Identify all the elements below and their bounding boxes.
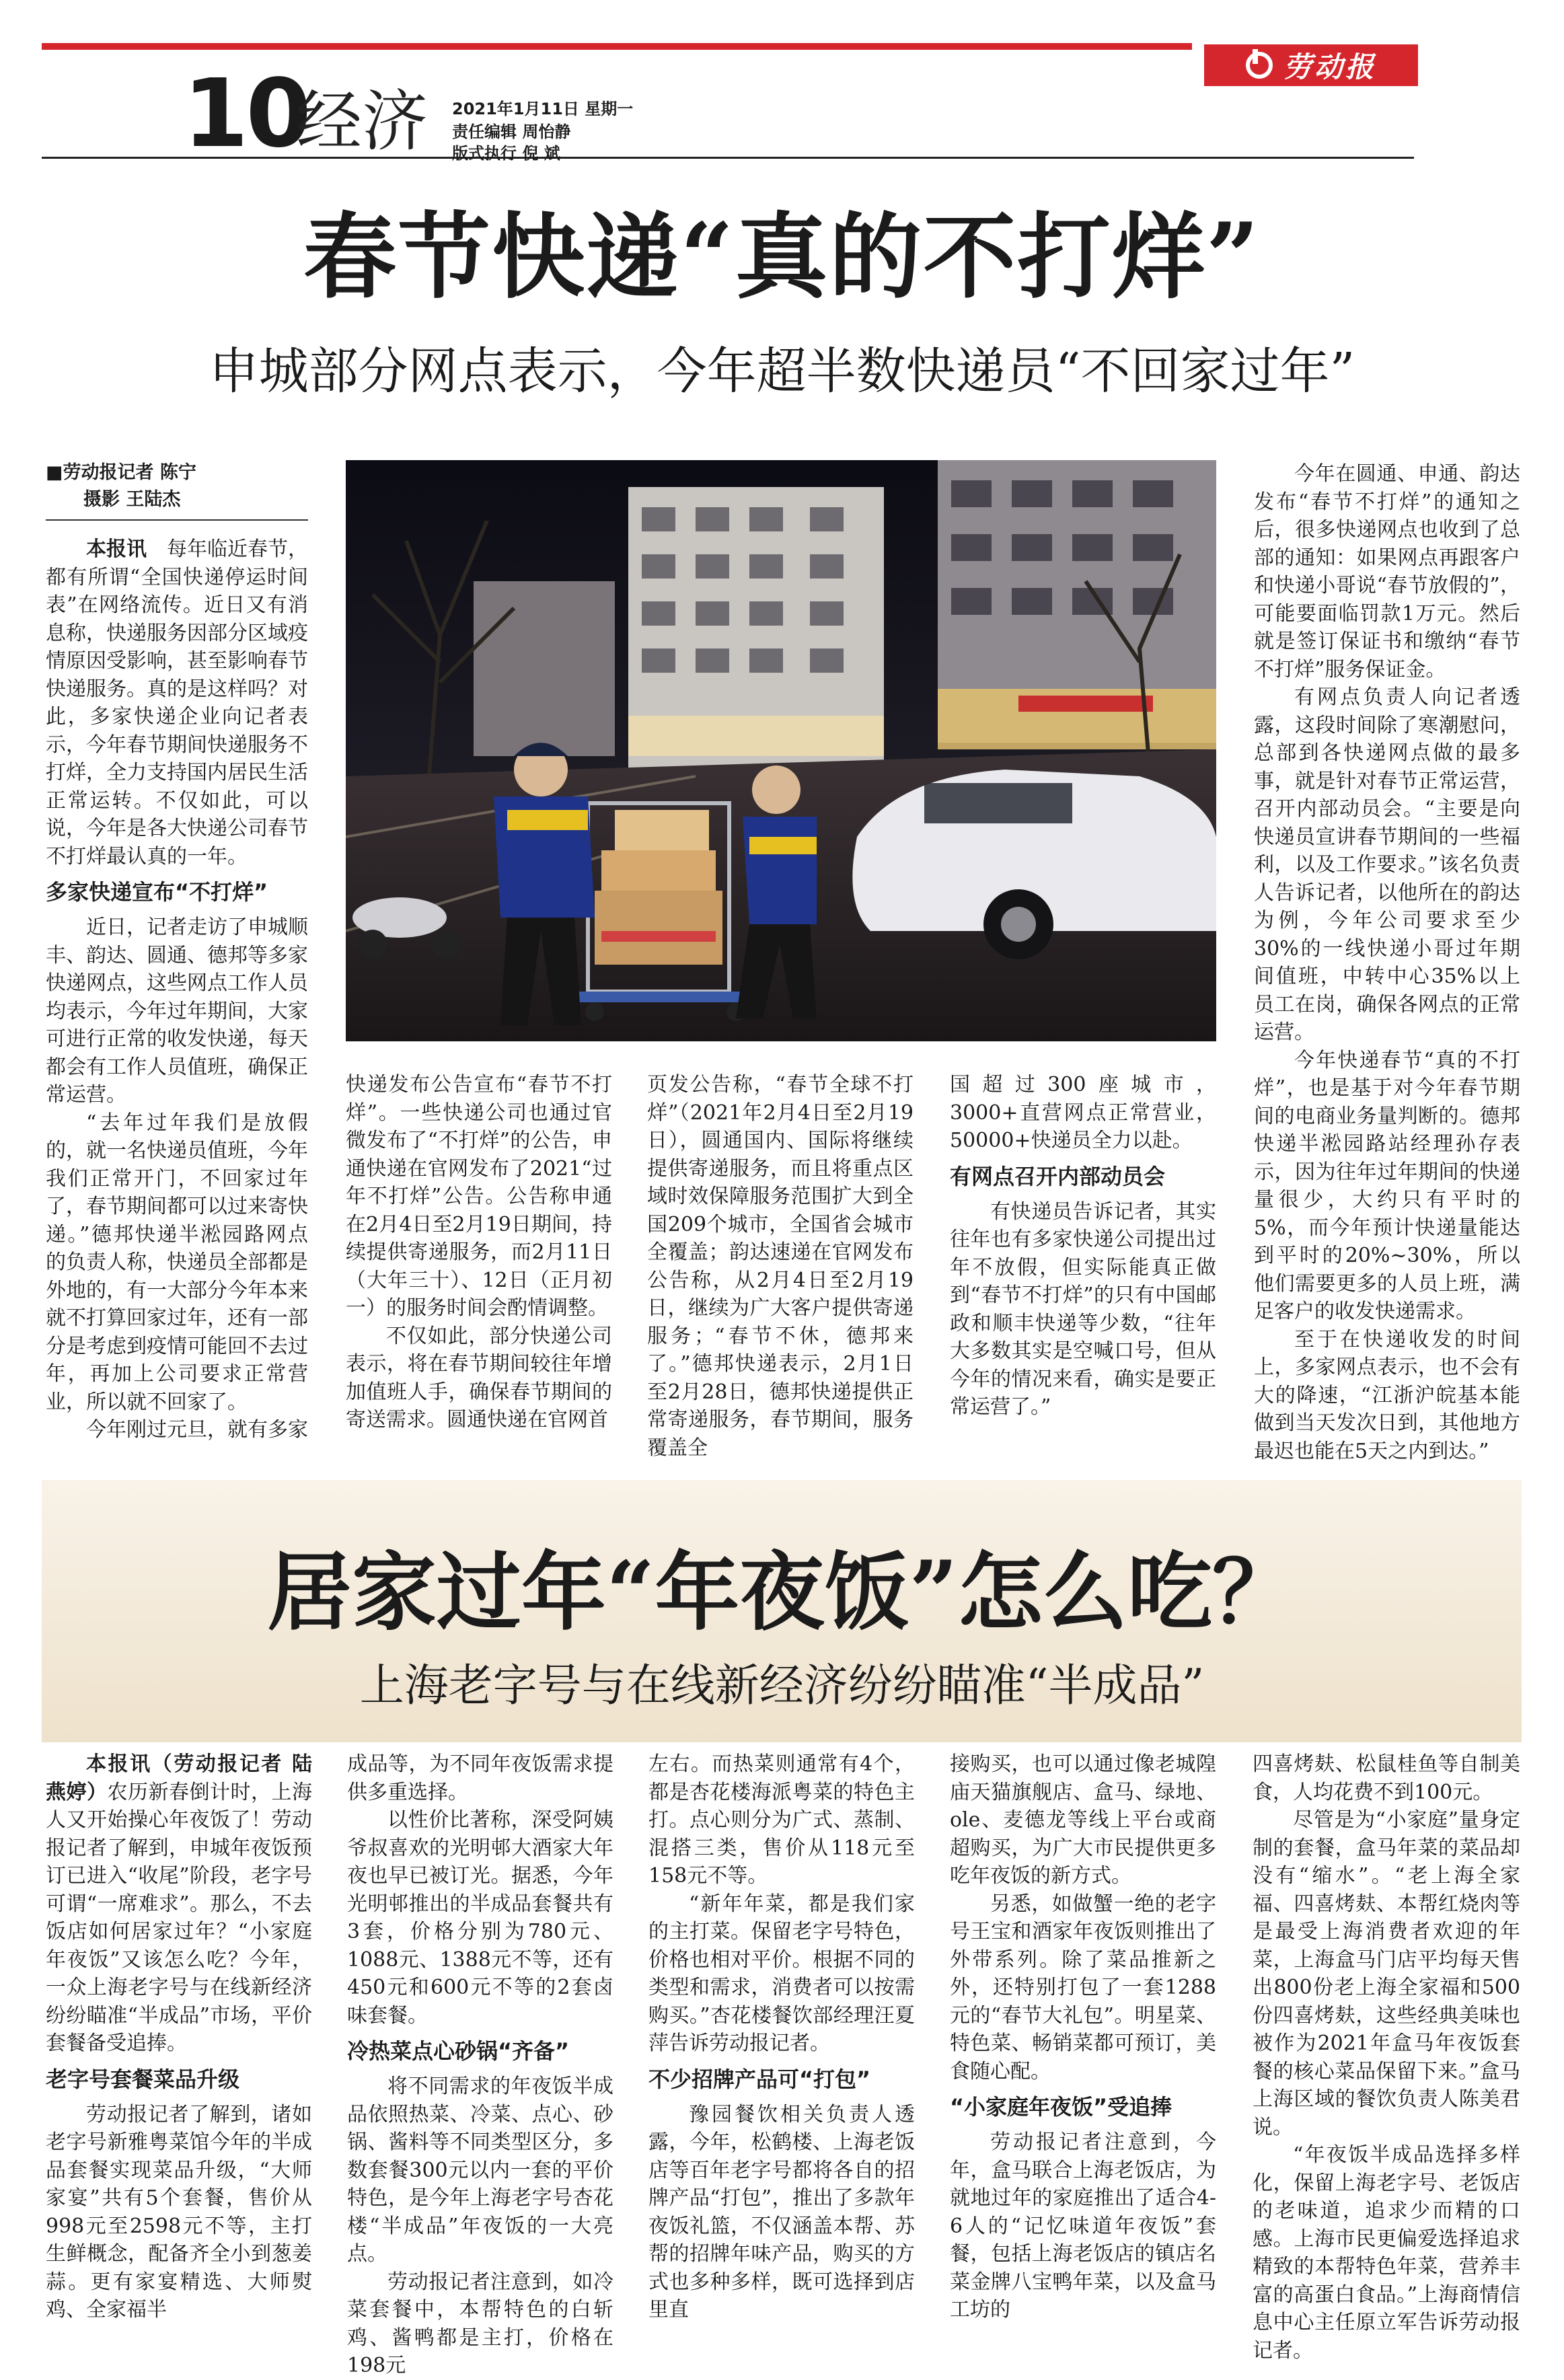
article2-col5-p3: “年夜饭半成品选择多样化，保留上海老字号、老饭店的老味道，追求少而精的口感。上海市民更偏爱选择追求精致的本帮特色年菜，营养丰富的高蛋白食品。”上海商情信息中心主任原立军告诉劳动报记者。	[1253, 2143, 1520, 2363]
article2-col2-p3: 将不同需求的年夜饭半成品依照热菜、冷菜、点心、砂锅、酱料等不同类型区分，多数套餐300元以内一套的平价特色，是今年上海老字号杏花楼“半成品”年夜饭的一大亮点。	[347, 2075, 613, 2266]
logo-icon	[1246, 52, 1273, 79]
article1-col2	[346, 1071, 612, 1448]
article1-col5-p4: 至于在快递收发的时间上，多家网点表示，也不会有大的降速，“江浙沪皖基本能做到当天发次日到，其他地方最迟也能在5天之内到达。”	[1254, 1327, 1520, 1463]
article1-col3-p1: 页发公告称，“春节全球不打烊”（2021年2月4日至2月19日），圆通国内、国际将继续提供寄递服务，而且将重点区域时效保障服务范围扩大到全国209个城市，全国省会城市全覆盖；韵达速递在官网发布公告称，从2月4日至2月19日，继续为广大客户提供寄递服务；“春节不休，德邦来了。”德邦快递表示，2月1日至2月28日，德邦快递提供正常寄递服务，春节期间，服务覆盖全	[647, 1073, 914, 1460]
article2-col1	[46, 1750, 312, 2342]
article2-col3	[648, 1750, 915, 2342]
article1-col1-p1: 每年临近春节，都有所谓“全国快递停运时间表”在网络流传。近日又有消息称，快递服务因部分区域疫情原因受影响，甚至影响春节快递服务。真的是这样吗？对此，多家快递企业向记者表示，今年春节期间快递服务不打烊，全力支持国内居民生活正常运转。不仅如此，可以说，今年是各大快递公司春节不打烊最认真的一年。	[46, 537, 308, 868]
article2-col2-p1: 成品等，为不同年夜饭需求提供多重选择。	[347, 1752, 613, 1804]
article2-col4-p2: 另悉，如做蟹一绝的老字号王宝和酒家年夜饭则推出了外带系列。除了菜品推新之外，还特别打包了一套1288元的“春节大礼包”。明星菜、特色菜、畅销菜都可预订，美食随心配。	[950, 1892, 1216, 2083]
top-red-rule	[42, 43, 1192, 50]
article1-col2-p1: 快递发布公告宣布“春节不打烊”。一些快递公司也通过官微发布了“不打烊”的公告，申通快递在官网发布了2021“过年不打烊”公告。公告称申通在2月4日至2月19日期间，持续提供寄递服务，而2月11日（大年三十）、12日（正月初一）的服务时间会酌情调整。	[346, 1073, 612, 1320]
article1-subheadline: 申城部分网点表示，今年超半数快递员“不回家过年”	[209, 342, 1355, 400]
article1-col5-p1: 今年在圆通、申通、韵达发布“春节不打烊”的通知之后，很多快递网点也收到了总部的通知：如果网点再跟客户和快递小哥说“春节放假的”，可能要面临罚款1万元。然后就是签订保证书和缴纳“春节不打烊”服务保证金。	[1254, 462, 1520, 681]
article2-col5-p1: 四喜烤麸、松鼠桂鱼等自制美食，人均花费不到100元。	[1253, 1752, 1520, 1804]
article1-col1	[46, 535, 308, 1444]
article2-col1-p1: 农历新春倒计时，上海人又开始操心年夜饭了！劳动报记者了解到，申城年夜饭预订已进入“收尾”阶段，老字号可谓“一席难求”。那么，不去饭店如何居家过年？“小家庭年夜饭”又该怎么吃？今年，一众上海老字号与在线新经济纷纷瞄准“半成品”市场，平价套餐备受追捧。	[46, 1780, 312, 2055]
article2-col5-p2: 尽管是为“小家庭”量身定制的套餐，盒马年菜的菜品却没有“缩水”。“老上海全家福、四喜烤麸、本帮红烧肉等是最受上海消费者欢迎的年菜，上海盒马门店平均每天售出800份老上海全家福和500份四喜烤麸，这些经典美味也被作为2021年盒马年夜饭套餐的核心菜品保留下来。”盒马上海区域的餐饮负责人陈美君说。	[1253, 1808, 1520, 2139]
article2-subhead-3: 不少招牌产品可“打包”	[648, 2066, 871, 2092]
article1-col5	[1254, 460, 1520, 1463]
article2-col4-p1: 接购买，也可以通过像老城隍庙天猫旗舰店、盒马、绿地、ole、麦德龙等线上平台或商超购买，为广大市民提供更多吃年夜饭的新方式。	[950, 1752, 1216, 1888]
article2-col4	[950, 1750, 1216, 2342]
article2-col3-p3: 豫园餐饮相关负责人透露，今年，松鹤楼、上海老饭店等百年老字号都将各自的招牌产品“打包”，推出了多款年夜饭礼篮，不仅涵盖本帮、苏帮的招牌年味产品，购买的方式也多种多样，既可选择到店里直	[648, 2102, 915, 2321]
logo-text: 劳动报	[1283, 50, 1376, 83]
article1-subhead-2: 有网点召开内部动员会	[950, 1163, 1166, 1189]
date-line: 2021年1月11日 星期一	[452, 100, 634, 118]
article1-col1-p3: “去年过年我们是放假的，就一名快递员值班，今年我们正常开门，不回家过年了，春节期间都可以过来寄快递。”德邦快递半淞园路网点的负责人称，快递员全部都是外地的，有一大部分今年本来就不打算回家过年，还有一部分是考虑到疫情可能回不去过年，再加上公司要求正常营业，所以就不回家了。	[46, 1111, 308, 1414]
article1-byline-reporter: ■劳动报记者 陈宁	[46, 462, 196, 483]
article1-col1-p4: 今年刚过元旦，就有多家	[86, 1418, 308, 1442]
article2-subhead-4: “小家庭年夜饭”受追捧	[950, 2094, 1172, 2120]
section-name: 经济	[296, 83, 429, 160]
courier-night-photo	[346, 460, 1216, 1041]
article1-col4-p2: 有快递员告诉记者，其实往年也有多家快递公司提出过年不放假，但实际能真正做到“春节不打烊”的只有中国邮政和顺丰快递等少数，“往年大多数其实是空喊口号，但从今年的情况来看，确实是要正常运营了。”	[950, 1199, 1216, 1419]
article1-byline-photo: 摄影 王陆杰	[83, 489, 181, 510]
article2-col2-p2: 以性价比著称，深受阿姨爷叔喜欢的光明邨大酒家大年夜也早已被订光。据悉，今年光明邨推出的半成品套餐共有3套，价格分别为780元、1088元、1388元不等，还有450元和600元不等的2套卤味套餐。	[347, 1808, 613, 2028]
article1-lead-tag: 本报讯	[86, 537, 147, 561]
article2-col2	[347, 1750, 613, 2377]
layout-line: 版式执行 倪 斌	[452, 144, 560, 163]
article1-col3	[647, 1071, 914, 1460]
byline-rule	[46, 519, 308, 521]
photo-scene	[346, 460, 1216, 1041]
article2-col5	[1253, 1750, 1520, 2363]
article2-col3-p2: “新年年菜，都是我们家的主打菜。保留老字号特色，价格也相对平价。根据不同的类型和需求，消费者可以按需购买。”杏花楼餐饮部经理汪夏萍告诉劳动报记者。	[648, 1892, 915, 2055]
article1-col4	[950, 1071, 1216, 1448]
article1-col5-p3: 今年快递春节“真的不打烊”，也是基于对今年春节期间的电商业务量判断的。德邦快递半淞园路站经理孙存表示，因为往年过年期间的快递量很少，大约只有平时的5%，而今年预计快递量能达到平时的20%~30%，所以他们需要更多的人员上班，满足客户的收发快递需求。	[1254, 1048, 1520, 1323]
article2-col3-p1: 左右。而热菜则通常有4个，都是杏花楼海派粤菜的特色主打。点心则分为广式、蒸制、混搭三类，售价从118元至158元不等。	[648, 1752, 915, 1888]
article1-headline: 春节快递“真的不打烊”	[303, 202, 1261, 311]
editor-line: 责任编辑 周怡静	[452, 122, 571, 141]
article1-col5-p2: 有网点负责人向记者透露，这段时间除了寒潮慰问，总部到各快递网点做的最多事，就是针对春节正常运营，召开内部动员会。“主要是向快递员宣讲春节期间的一些福利，以及工作要求。”该名负责人告诉记者，以他所在的韵达为例，今年公司要求至少30%的一线快递小哥过年期间值班，中转中心35%以上员工在岗，确保各网点的正常运营。	[1254, 685, 1520, 1044]
article2-col2-p4: 劳动报记者注意到，如冷菜套餐中，本帮特色的白斩鸡、酱鸭都是主打，价格在198元	[347, 2270, 613, 2377]
article1-subhead-1: 多家快递宣布“不打烊”	[46, 879, 268, 905]
article2-col4-p3: 劳动报记者注意到，今年，盒马联合上海老饭店，为就地过年的家庭推出了适合4-6人的“记忆味道年夜饭”套餐，包括上海老饭店的镇店名菜金牌八宝鸭年菜，以及盒马工坊的	[950, 2130, 1216, 2321]
article1-col2-p2: 不仅如此，部分快递公司表示，将在春节期间较往年增加值班人手，确保春节期间的寄送需求。圆通快递在官网首	[346, 1324, 612, 1431]
article1-col1-p2: 近日，记者走访了申城顺丰、韵达、圆通、德邦等多家快递网点，这些网点工作人员均表示，今年过年期间，大家可进行正常的收发快递，每天都会有工作人员值班，确保正常运营。	[46, 916, 308, 1107]
article2-subhead-1: 老字号套餐菜品升级	[46, 2066, 240, 2092]
article2-subhead-2: 冷热菜点心砂锅“齐备”	[347, 2038, 570, 2064]
article2-lead-tag: 本报讯（劳动报记者 陆燕婷）	[46, 1752, 312, 1804]
article2-col1-p2: 劳动报记者了解到，诸如老字号新雅粤菜馆今年的半成品套餐实现菜品升级，“大师家宴”共有5个套餐，售价从998元至2598元不等，主打生鲜概念，配备齐全小到葱姜蒜。更有家宴精选、大师熨鸡、全家福半	[46, 2102, 312, 2321]
logo-box	[1204, 44, 1418, 86]
article2-subheadline: 上海老字号与在线新经济纷纷瞄准“半成品”	[359, 1660, 1205, 1711]
article1-col4-p1: 国超过300座城市，3000+直营网点正常营业，50000+快递员全力以赴。	[950, 1073, 1216, 1152]
article2-headline: 居家过年“年夜饭”怎么吃？	[267, 1542, 1297, 1642]
page-number: 10	[183, 59, 309, 169]
